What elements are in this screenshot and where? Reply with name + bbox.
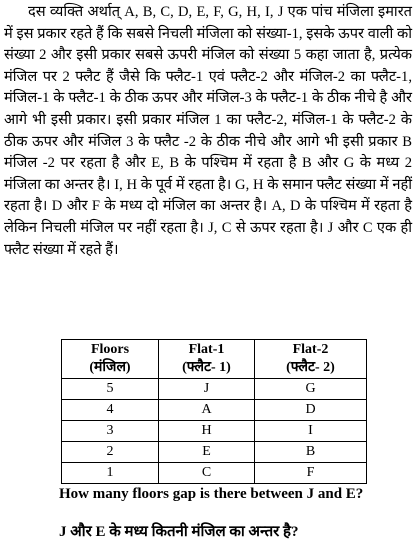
header-flat-1-en: Flat-1	[188, 342, 225, 357]
header-flat-2	[255, 340, 367, 379]
header-flat-2-en: Flat-2	[292, 342, 329, 357]
header-flat-1	[159, 340, 255, 379]
table-row	[62, 442, 367, 463]
puzzle-passage: दस व्यक्ति अर्थात् A, B, C, D, E, F, G, H, I, J एक पांच मंजिला इमारत में इस प्रकार रहते हैं कि सबसे निचली मंजिला को संख्या-1, इसके ऊपर वाली को संख्या 2 और इसी प्रकार सबसे ऊपरी मंजिल को संख्या 5 कहा जाता है, प्रत्येक मंजिल पर 2 फ्लैट हैं जैसे कि फ्लैट-1 एवं फ्लैट-2 और मंजिल-2 का फ्लैट-1, मंजिल-1 के फ्लैट-1 के ठीक ऊपर और मंजिल-3 के फ्लैट-1 के ठीक नीचे है और आगे भी इसी प्रकार। इसी प्रकार मंजिल 1 का फ्लैट-2, मंजिल-1 के फ्लैट-2 के ठीक ऊपर और मंजिल 3 के फ्लैट -2 के ठीक नीचे और आगे भी इसी प्रकार B मंजिल -2 पर रहता है और E, B के पश्चिम में रहता है B और G के मध्य 2 मंजिला का अन्तर है। I, H के पूर्व में रहता है। G, H के समान फ्लैट संख्या में नहीं रहता है। D और F के मध्य दो मंजिल का अन्तर है। A, D के पश्चिम में रहता है लेकिन निचली मंजिल पर नहीं रहता है। J, C से ऊपर रहता है। J और C एक ही फ्लैट संख्या में रहते हैं।	[4, 4, 412, 258]
header-floors-en: Floors	[90, 342, 130, 357]
floor-number-cell: 1	[62, 463, 159, 484]
table-row	[62, 400, 367, 421]
flat-2-cell: F	[255, 463, 367, 484]
flat-1-cell: J	[159, 379, 255, 400]
question-english: How many floors gap is there between J and E?	[59, 486, 364, 502]
flat-1-cell: E	[159, 442, 255, 463]
header-floors	[62, 340, 159, 379]
header-flat-1-hi: (फ्लैट- 1)	[182, 360, 231, 375]
flat-1-cell: H	[159, 421, 255, 442]
table-row	[62, 379, 367, 400]
question-hindi: J और E के मध्य कितनी मंजिल का अन्तर है?	[59, 524, 299, 540]
flat-2-cell: B	[255, 442, 367, 463]
floor-number-cell: 4	[62, 400, 159, 421]
header-floors-hi: (मंजिल)	[89, 360, 131, 375]
flat-1-cell: A	[159, 400, 255, 421]
floor-number-cell: 5	[62, 379, 159, 400]
flat-1-cell: C	[159, 463, 255, 484]
header-flat-2-hi: (फ्लैट- 2)	[286, 360, 335, 375]
table-row	[62, 421, 367, 442]
table-row	[62, 463, 367, 484]
floor-number-cell: 3	[62, 421, 159, 442]
flat-2-cell: I	[255, 421, 367, 442]
flat-2-cell: D	[255, 400, 367, 421]
floor-arrangement-table	[61, 339, 367, 484]
flat-2-cell: G	[255, 379, 367, 400]
floor-number-cell: 2	[62, 442, 159, 463]
table-header-row	[62, 340, 367, 379]
